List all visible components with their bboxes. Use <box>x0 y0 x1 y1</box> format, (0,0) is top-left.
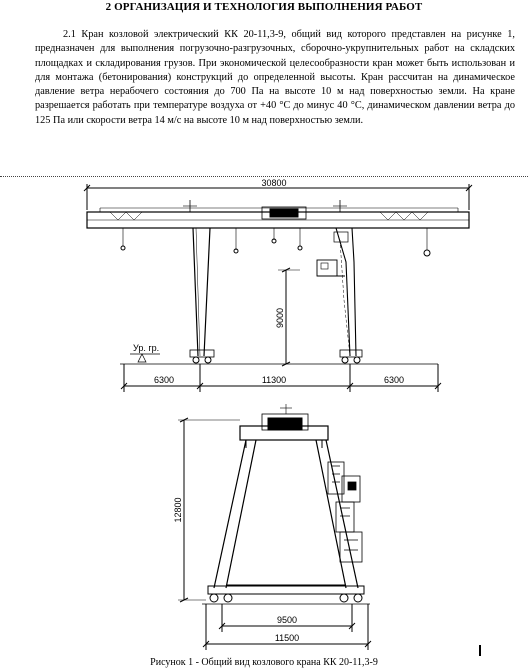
outer-base-label: 11500 <box>274 633 300 643</box>
inner-base-label: 9500 <box>276 615 298 625</box>
left-console-label: 6300 <box>153 375 175 385</box>
overall-width-label: 30800 <box>261 178 287 188</box>
side-top-beam <box>240 404 328 448</box>
right-leg <box>317 228 362 363</box>
front-view <box>84 184 472 392</box>
body-paragraph: 2.1 Кран козловой электрический КК 20-11,3-9, общий вид которого представлен на рисунке 1, предназначен для выполнения погрузочно-разгрузочных, сборочно-укрупнительных работ на складских площадках и складирования грузов. При экономической целесообразности кран может быть использован и для монтажа (бетонирования) конструкций до определенной высоты. Кран рассчитан на динамическое давление ветра нерабочего состояния до 700 Па на высоте 10 м над поверхностью земли. На кране разрешается работать при температуре воздуха от +40 °С до минус 40 °С, динамическом давлении ветра до 125 Па или скорости ветра 14 м/с на высоте 10 м над поверхностью земли. <box>35 29 515 126</box>
side-height-label: 12800 <box>173 497 183 523</box>
ground-level <box>120 354 438 364</box>
side-bottom-dimensions <box>203 604 371 650</box>
side-base <box>202 586 370 604</box>
side-view <box>178 404 371 650</box>
right-console-label: 6300 <box>383 375 405 385</box>
side-cabin <box>328 462 362 562</box>
figure-caption: Рисунок 1 - Общий вид козлового крана КК 20-11,3-9 <box>150 657 378 668</box>
section-heading: 2 ОРГАНИЗАЦИЯ И ТЕХНОЛОГИЯ ВЫПОЛНЕНИЯ РАБОТ <box>105 1 423 13</box>
left-leg <box>190 228 214 363</box>
ground-level-label: Ур. гр. <box>133 343 160 353</box>
height-label: 9000 <box>275 307 285 329</box>
text-cursor <box>479 645 481 656</box>
span-label: 11300 <box>261 375 287 385</box>
main-girder <box>87 200 469 256</box>
